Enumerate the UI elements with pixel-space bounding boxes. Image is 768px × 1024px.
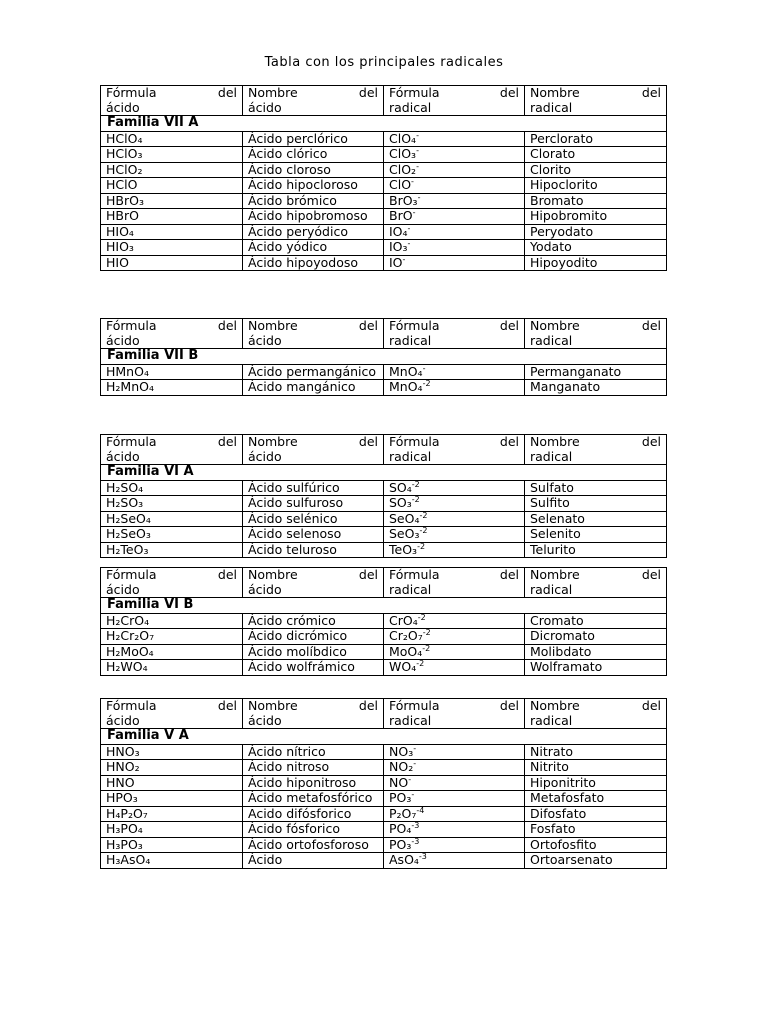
radical-charge: -2 (419, 526, 428, 535)
header-cell (525, 86, 667, 116)
acid-name: Ácido dicrómico (243, 629, 384, 645)
acid-name: Ácido cloroso (243, 162, 384, 178)
acid-name: Ácido permangánico (243, 364, 384, 380)
table-header-row (101, 568, 667, 598)
header-word: ácido (106, 332, 140, 348)
radical-charge: - (416, 130, 419, 140)
header-word: Fórmula (389, 567, 440, 582)
acid-name: Ácido teluroso (243, 542, 384, 558)
radical-charge: -2 (422, 643, 431, 653)
header-word: del (641, 85, 661, 100)
table-row (101, 380, 667, 396)
header-word: Nombre (248, 567, 298, 582)
acid-name: Ácido hipocloroso (243, 178, 384, 194)
radical-name: Clorato (525, 147, 667, 163)
acid-formula: HClO₂ (101, 162, 243, 178)
family-row (101, 729, 667, 745)
radical-name: Sulfato (525, 480, 667, 496)
header-word: Fórmula (106, 567, 157, 582)
radical-base: NO₂ (389, 759, 414, 774)
radical-name: Selenato (525, 511, 667, 527)
acid-formula: H₃PO₃ (101, 837, 243, 853)
header-word: Nombre (248, 318, 298, 333)
radical-formula (384, 147, 525, 163)
header-word: radical (389, 448, 432, 464)
acid-name: Ácido nítrico (243, 744, 384, 760)
radical-base: SeO₄ (389, 510, 420, 526)
radical-charge: -2 (417, 612, 426, 622)
radical-charge: - (413, 759, 417, 768)
radical-base: ClO₂ (389, 161, 417, 177)
acid-name: Ácido clórico (243, 147, 384, 163)
acid-formula: H₂SO₄ (101, 480, 243, 496)
header-word: del (217, 85, 237, 100)
header-word: del (641, 698, 661, 713)
table-row (101, 613, 667, 629)
radical-name: Nitrato (525, 744, 667, 760)
acid-name: Ácido mangánico (243, 380, 384, 396)
acid-formula: H₂SO₃ (101, 496, 243, 512)
radical-base: PO₃ (389, 790, 412, 805)
radical-base: IO₃ (389, 239, 408, 254)
acid-name: Ácido peryódico (243, 224, 384, 240)
radical-name: Molibdato (525, 644, 667, 660)
header-cell (243, 435, 384, 465)
table-row (101, 511, 667, 527)
table-row (101, 224, 667, 240)
radical-formula (384, 744, 525, 760)
table-header-row (101, 319, 667, 349)
header-word: radical (389, 712, 432, 728)
acid-formula: HIO (101, 255, 243, 271)
radicals-table (100, 85, 667, 271)
header-word: Nombre (530, 434, 580, 449)
acid-name: Ácido hiponitroso (243, 775, 384, 791)
acid-name: Ácido selenoso (243, 527, 384, 543)
header-word: ácido (106, 99, 140, 115)
radical-charge: - (413, 743, 417, 753)
radical-name: Manganato (525, 380, 667, 396)
header-word: del (641, 434, 661, 449)
radical-formula (384, 806, 525, 822)
header-word: del (499, 434, 519, 449)
radical-base: TeO₃ (389, 541, 418, 557)
header-cell (243, 319, 384, 349)
acid-formula: H₄P₂O₇ (101, 806, 243, 822)
acid-formula: H₂WO₄ (101, 660, 243, 676)
header-word: del (358, 85, 378, 100)
radical-base: PO₄ (389, 821, 412, 836)
radical-charge: - (412, 208, 416, 217)
radical-formula (384, 496, 525, 512)
table-row (101, 837, 667, 853)
radical-base: WO₄ (389, 659, 417, 674)
acid-name: Ácido brómico (243, 193, 384, 209)
header-word: ácido (248, 712, 282, 728)
radical-base: SO₄ (389, 479, 412, 495)
header-word: ácido (106, 448, 140, 464)
radical-name: Wolframato (525, 660, 667, 676)
table-row (101, 162, 667, 178)
table-row (101, 147, 667, 163)
acid-name: Ácido nitroso (243, 760, 384, 776)
header-cell (101, 435, 243, 465)
family-row (101, 465, 667, 481)
acid-name: Acido difósforico (243, 806, 384, 822)
radical-formula (384, 629, 525, 645)
radical-name: Metafosfato (525, 791, 667, 807)
acid-formula: HPO₃ (101, 791, 243, 807)
header-word: del (217, 434, 237, 449)
radical-formula (384, 224, 525, 240)
radical-formula (384, 644, 525, 660)
radical-formula (384, 775, 525, 791)
header-word: ácido (106, 581, 140, 597)
radical-name: Ortoarsenato (525, 853, 667, 869)
radical-charge: -2 (411, 479, 420, 489)
acid-formula: H₂SeO₄ (101, 511, 243, 527)
radical-charge: - (407, 239, 411, 248)
radical-charge: - (416, 161, 419, 171)
radical-base: P₂O₇ (389, 805, 417, 821)
acid-name: Ácido crómico (243, 613, 384, 629)
acid-formula: HNO₃ (101, 744, 243, 760)
header-cell (525, 568, 667, 598)
header-cell (384, 319, 525, 349)
header-cell (384, 435, 525, 465)
header-word: del (358, 318, 378, 333)
radical-name: Peryodato (525, 224, 667, 240)
table-row (101, 178, 667, 194)
header-word: Fórmula (106, 434, 157, 449)
radical-formula (384, 822, 525, 838)
radical-formula (384, 613, 525, 629)
header-word: Nombre (530, 698, 580, 713)
table-row (101, 806, 667, 822)
header-word: radical (389, 99, 432, 115)
table-row (101, 193, 667, 209)
header-word: del (641, 318, 661, 333)
radical-base: SO₃ (389, 495, 412, 510)
radical-name: Clorito (525, 162, 667, 178)
radical-base: Cr₂O₇ (389, 628, 423, 643)
table-row (101, 527, 667, 543)
radical-formula (384, 380, 525, 396)
acid-name: Ácido fósforico (243, 822, 384, 838)
radical-charge: -2 (417, 541, 426, 551)
radical-name: Yodato (525, 240, 667, 256)
header-word: Fórmula (106, 318, 157, 333)
table-row (101, 853, 667, 869)
acid-name: Ácido molíbdico (243, 644, 384, 660)
radical-base: IO (389, 254, 403, 270)
table-row (101, 644, 667, 660)
acid-name: Ácido hipobromoso (243, 209, 384, 225)
radical-formula (384, 791, 525, 807)
family-name: Familia VI A (101, 465, 667, 481)
acid-formula: HIO₃ (101, 240, 243, 256)
radical-charge: - (402, 254, 406, 264)
radical-name: Nitrito (525, 760, 667, 776)
acid-name: Ácido yódico (243, 240, 384, 256)
header-cell (101, 86, 243, 116)
radical-charge: -3 (418, 852, 427, 861)
header-word: del (499, 567, 519, 582)
radical-charge: - (422, 363, 426, 373)
acid-name: Ácido selénico (243, 511, 384, 527)
table-row (101, 255, 667, 271)
radical-name: Telurito (525, 542, 667, 558)
acid-formula: H₂CrO₄ (101, 613, 243, 629)
header-cell (243, 86, 384, 116)
radical-formula (384, 760, 525, 776)
radical-base: SeO₃ (389, 526, 420, 541)
header-word: Fórmula (389, 698, 440, 713)
header-word: Nombre (248, 434, 298, 449)
header-word: del (358, 434, 378, 449)
radical-name: Hiponitrito (525, 775, 667, 791)
acid-formula: HBrO (101, 209, 243, 225)
header-cell (384, 86, 525, 116)
acid-name: Ácido (243, 853, 384, 869)
acid-formula: H₂MoO₄ (101, 644, 243, 660)
radical-formula (384, 178, 525, 194)
acid-formula: HNO₂ (101, 760, 243, 776)
acid-formula: HNO (101, 775, 243, 791)
acid-formula: H₃PO₄ (101, 822, 243, 838)
table-row (101, 775, 667, 791)
table-row (101, 822, 667, 838)
header-word: radical (530, 581, 573, 597)
acid-formula: H₂SeO₃ (101, 527, 243, 543)
radical-base: CrO₄ (389, 612, 418, 628)
header-cell (525, 699, 667, 729)
family-row (101, 349, 667, 365)
radical-name: Dicromato (525, 629, 667, 645)
radical-charge: - (411, 790, 415, 799)
radical-base: MoO₄ (389, 643, 423, 659)
radical-charge: - (416, 146, 419, 155)
header-word: radical (530, 448, 573, 464)
acid-formula: H₂MnO₄ (101, 380, 243, 396)
radical-formula (384, 527, 525, 543)
header-word: del (358, 567, 378, 582)
table-row (101, 240, 667, 256)
header-word: Fórmula (389, 318, 440, 333)
header-word: Fórmula (389, 434, 440, 449)
radical-formula (384, 255, 525, 271)
family-name: Familia V A (101, 729, 667, 745)
header-word: del (217, 318, 237, 333)
radical-name: Cromato (525, 613, 667, 629)
radical-formula (384, 542, 525, 558)
radical-formula (384, 511, 525, 527)
header-word: Fórmula (389, 85, 440, 100)
header-word: Nombre (530, 318, 580, 333)
header-word: del (499, 698, 519, 713)
radical-name: Hipoyodito (525, 255, 667, 271)
radical-charge: -2 (422, 379, 431, 388)
acid-name: Ácido sulfuroso (243, 496, 384, 512)
header-cell (243, 568, 384, 598)
table-row (101, 629, 667, 645)
header-word: del (358, 698, 378, 713)
radical-formula (384, 660, 525, 676)
acid-name: Ácido perclórico (243, 131, 384, 147)
radical-base: NO (389, 774, 409, 790)
acid-name: Ácido metafosfórico (243, 791, 384, 807)
radical-charge: -4 (416, 805, 425, 815)
radical-formula (384, 162, 525, 178)
acid-name: Ácido wolfrámico (243, 660, 384, 676)
header-cell (384, 699, 525, 729)
table-row (101, 791, 667, 807)
radical-charge: - (408, 774, 412, 784)
radical-name: Hipobromito (525, 209, 667, 225)
header-word: radical (530, 712, 573, 728)
radical-base: IO₄ (389, 223, 408, 239)
header-word: ácido (248, 448, 282, 464)
radical-name: Hipoclorito (525, 178, 667, 194)
radical-charge: -2 (416, 659, 425, 668)
radical-charge: - (407, 223, 411, 233)
radicals-table (100, 318, 667, 396)
family-row (101, 598, 667, 614)
radical-base: AsO₄ (389, 852, 419, 867)
header-word: Nombre (530, 567, 580, 582)
header-cell (101, 699, 243, 729)
table-row (101, 760, 667, 776)
header-word: Nombre (248, 698, 298, 713)
radical-formula (384, 131, 525, 147)
header-cell (525, 319, 667, 349)
table-row (101, 542, 667, 558)
header-word: radical (389, 332, 432, 348)
table-header-row (101, 699, 667, 729)
acid-name: Ácido hipoyodoso (243, 255, 384, 271)
acid-formula: H₂Cr₂O₇ (101, 629, 243, 645)
radical-formula (384, 193, 525, 209)
family-name: Familia VII A (101, 116, 667, 132)
acid-formula: H₂TeO₃ (101, 542, 243, 558)
radicals-table (100, 698, 667, 869)
radical-name: Permanganato (525, 364, 667, 380)
header-word: Nombre (530, 85, 580, 100)
table-row (101, 660, 667, 676)
table-row (101, 744, 667, 760)
header-word: del (217, 698, 237, 713)
header-word: del (499, 318, 519, 333)
acid-name: Ácido sulfúrico (243, 480, 384, 496)
radical-base: PO₃ (389, 836, 412, 852)
radical-base: ClO (389, 177, 412, 192)
header-word: Nombre (248, 85, 298, 100)
acid-formula: HClO₃ (101, 147, 243, 163)
radical-formula (384, 853, 525, 869)
radical-name: Bromato (525, 193, 667, 209)
radical-base: BrO₃ (389, 192, 418, 208)
radical-name: Ortofosfito (525, 837, 667, 853)
radical-formula (384, 480, 525, 496)
header-cell (101, 568, 243, 598)
header-word: radical (389, 581, 432, 597)
table-row (101, 131, 667, 147)
radical-charge: -2 (422, 628, 431, 637)
acid-formula: H₃AsO₄ (101, 853, 243, 869)
header-word: del (641, 567, 661, 582)
header-cell (243, 699, 384, 729)
radical-base: ClO₃ (389, 146, 417, 161)
header-cell (525, 435, 667, 465)
family-name: Familia VI B (101, 598, 667, 614)
radical-base: BrO (389, 208, 413, 223)
radicals-table (100, 434, 667, 558)
radical-name: Fosfato (525, 822, 667, 838)
radical-base: NO₃ (389, 743, 414, 759)
header-word: del (499, 85, 519, 100)
radical-charge: -2 (411, 495, 420, 504)
radical-formula (384, 364, 525, 380)
header-cell (384, 568, 525, 598)
family-row (101, 116, 667, 132)
radical-base: MnO₄ (389, 363, 423, 379)
table-header-row (101, 86, 667, 116)
header-word: Fórmula (106, 698, 157, 713)
table-header-row (101, 435, 667, 465)
radical-charge: -2 (419, 510, 428, 520)
header-word: ácido (248, 332, 282, 348)
acid-formula: HMnO₄ (101, 364, 243, 380)
table-row (101, 496, 667, 512)
table-row (101, 364, 667, 380)
page-title: Tabla con los principales radicales (264, 55, 504, 70)
radical-base: ClO₄ (389, 130, 417, 146)
radical-charge: - (417, 192, 421, 202)
header-word: del (217, 567, 237, 582)
header-word: ácido (248, 99, 282, 115)
acid-formula: HClO (101, 178, 243, 194)
radical-formula (384, 240, 525, 256)
acid-formula: HClO₄ (101, 131, 243, 147)
radical-name: Selenito (525, 527, 667, 543)
table-row (101, 480, 667, 496)
header-word: ácido (248, 581, 282, 597)
table-row (101, 209, 667, 225)
acid-formula: HBrO₃ (101, 193, 243, 209)
radical-name: Perclorato (525, 131, 667, 147)
family-name: Familia VII B (101, 349, 667, 365)
radical-formula (384, 209, 525, 225)
acid-name: Ácido ortofosforoso (243, 837, 384, 853)
header-cell (101, 319, 243, 349)
header-word: radical (530, 99, 573, 115)
header-word: radical (530, 332, 573, 348)
radical-formula (384, 837, 525, 853)
radical-name: Sulfito (525, 496, 667, 512)
radical-charge: -3 (411, 821, 420, 830)
header-word: ácido (106, 712, 140, 728)
radical-name: Difosfato (525, 806, 667, 822)
radicals-table (100, 567, 667, 676)
acid-formula: HIO₄ (101, 224, 243, 240)
radical-charge: -3 (411, 836, 420, 846)
header-word: Fórmula (106, 85, 157, 100)
radical-charge: - (411, 177, 414, 186)
radical-base: MnO₄ (389, 379, 423, 394)
